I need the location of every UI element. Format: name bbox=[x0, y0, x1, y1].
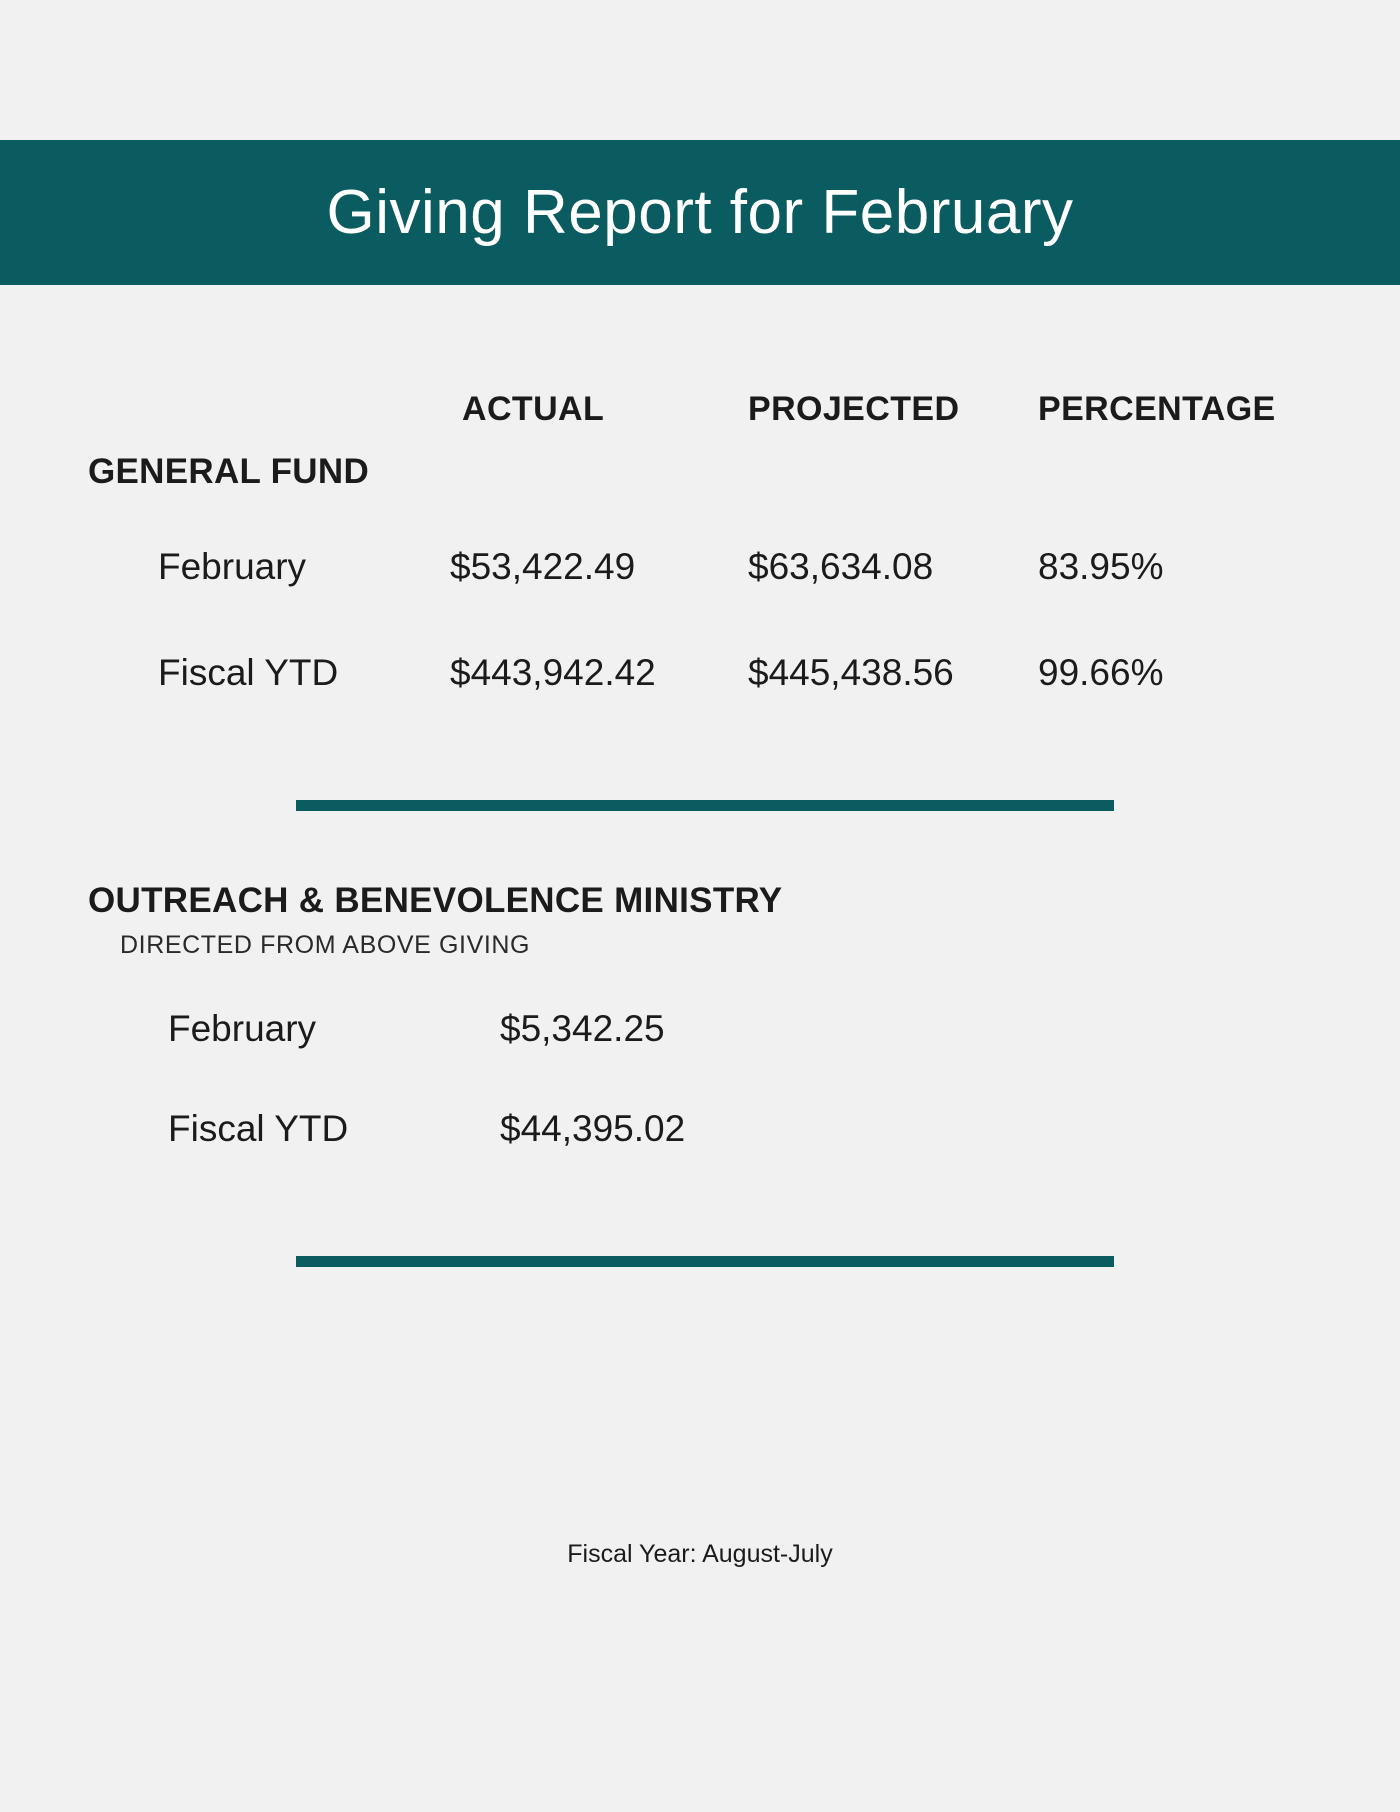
row-projected: $63,634.08 bbox=[748, 546, 934, 587]
table-row bbox=[0, 1008, 1400, 1060]
outreach-title: OUTREACH & BENEVOLENCE MINISTRY bbox=[88, 881, 783, 920]
table-row bbox=[0, 1108, 1400, 1160]
outreach-subtitle: DIRECTED FROM ABOVE GIVING bbox=[120, 931, 531, 959]
row-label: Fiscal YTD bbox=[158, 652, 339, 693]
row-projected: $445,438.56 bbox=[748, 652, 954, 693]
row-amount: $44,395.02 bbox=[500, 1108, 686, 1149]
outreach-section bbox=[0, 881, 1400, 1267]
fiscal-year-note: Fiscal Year: August-July bbox=[567, 1540, 833, 1568]
column-header-projected: PROJECTED bbox=[748, 390, 960, 428]
row-actual: $53,422.49 bbox=[450, 546, 636, 587]
column-header-actual: ACTUAL bbox=[462, 390, 605, 428]
row-label: February bbox=[168, 1008, 317, 1049]
section-divider bbox=[296, 800, 1114, 811]
row-amount: $5,342.25 bbox=[500, 1008, 665, 1049]
section-divider bbox=[296, 1256, 1114, 1267]
row-percentage: 83.95% bbox=[1038, 546, 1164, 587]
row-percentage: 99.66% bbox=[1038, 652, 1164, 693]
table-row bbox=[0, 546, 1400, 598]
report-content bbox=[0, 285, 1400, 1267]
report-header-band bbox=[0, 140, 1400, 285]
row-label: Fiscal YTD bbox=[168, 1108, 349, 1149]
general-fund-title: GENERAL FUND bbox=[88, 452, 370, 491]
table-row bbox=[0, 652, 1400, 704]
page-title: Giving Report for February bbox=[326, 177, 1074, 247]
row-label: February bbox=[158, 546, 307, 587]
row-actual: $443,942.42 bbox=[450, 652, 656, 693]
column-header-percentage: PERCENTAGE bbox=[1038, 390, 1276, 428]
general-fund-section bbox=[0, 390, 1400, 811]
column-headers bbox=[0, 390, 1400, 446]
